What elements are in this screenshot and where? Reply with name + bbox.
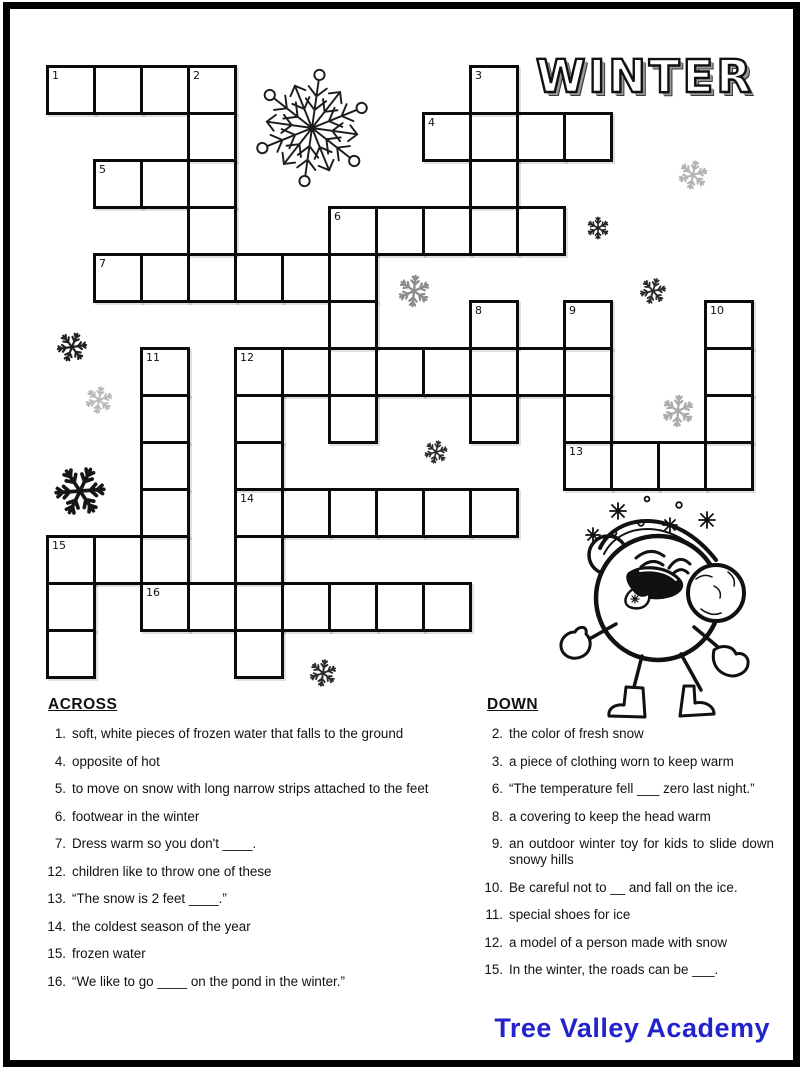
grid-number-14: 14: [240, 492, 254, 505]
grid-cell[interactable]: [140, 159, 190, 209]
grid-cell[interactable]: [46, 582, 96, 632]
clue-text: an outdoor winter toy for kids to slide down snowy hills: [509, 836, 774, 867]
snow-sparkle-icon: [586, 497, 715, 542]
grid-cell[interactable]: [140, 441, 190, 491]
snowflake-icon: [588, 217, 609, 238]
down-section: [484, 696, 774, 990]
grid-cell[interactable]: [704, 441, 754, 491]
snowflake-icon: [677, 159, 709, 192]
clue-number: 14.: [47, 918, 66, 934]
clue-across-13: [40, 891, 436, 907]
grid-number-6: 6: [334, 210, 341, 223]
snowflake-icon: [308, 658, 337, 687]
clue-text: soft, white pieces of frozen water that falls to the ground: [72, 726, 404, 741]
down-heading: DOWN: [487, 696, 539, 713]
snowflake-icon: [248, 62, 375, 194]
grid-cell[interactable]: [187, 582, 237, 632]
grid-cell[interactable]: [375, 206, 425, 256]
grid-cell[interactable]: [281, 347, 331, 397]
clue-across-15: [40, 946, 436, 962]
grid-cell[interactable]: [187, 159, 237, 209]
left-leg: [633, 656, 642, 691]
left-mitten-icon: [561, 627, 590, 658]
grid-cell[interactable]: [563, 394, 613, 444]
clue-text: Dress warm so you don't ____.: [72, 836, 257, 851]
clue-number: 3.: [491, 753, 503, 769]
grid-cell[interactable]: [140, 394, 190, 444]
open-laughing-mouth: [627, 567, 682, 598]
grid-cell[interactable]: [93, 65, 143, 115]
grid-cell[interactable]: [469, 488, 519, 538]
grid-number-8: 8: [475, 304, 482, 317]
grid-cell[interactable]: [328, 300, 378, 350]
clue-across-1: [40, 726, 436, 742]
grid-cell[interactable]: [140, 253, 190, 303]
grid-cell[interactable]: [422, 206, 472, 256]
clue-across-4: [40, 754, 436, 770]
grid-cell[interactable]: [328, 253, 378, 303]
snowflake-icon: [54, 329, 91, 366]
snowflake-icon: [398, 274, 431, 307]
grid-cell[interactable]: [234, 629, 284, 679]
grid-cell[interactable]: [328, 488, 378, 538]
down-clue-list: [484, 726, 774, 978]
clue-number: 12.: [47, 863, 66, 879]
clue-number: 8.: [491, 808, 503, 824]
snowflake-icon: [662, 395, 694, 427]
clue-text: opposite of hot: [72, 753, 160, 769]
tongue: [625, 589, 649, 608]
left-arm: [584, 624, 616, 642]
snowflake-icon: [84, 385, 113, 415]
grid-cell[interactable]: [422, 488, 472, 538]
snowball-character: [546, 494, 758, 726]
grid-number-3: 3: [475, 69, 482, 82]
right-earmuff-icon: [688, 565, 744, 621]
grid-cell[interactable]: [281, 253, 331, 303]
clue-text: special shoes for ice: [509, 907, 631, 922]
clue-across-14: [40, 919, 436, 935]
grid-cell[interactable]: [563, 112, 613, 162]
across-heading: ACROSS: [48, 696, 118, 713]
clue-number: 15.: [484, 962, 503, 977]
grid-number-10: 10: [710, 304, 724, 317]
grid-number-9: 9: [569, 304, 576, 317]
snowflake-icon: [48, 459, 111, 523]
clue-text: a covering to keep the head warm: [509, 808, 711, 824]
right-mitten-icon: [713, 647, 748, 676]
grid-number-13: 13: [569, 445, 583, 458]
clue-down-10: [484, 880, 774, 896]
grid-number-11: 11: [146, 351, 160, 364]
grid-cell[interactable]: [516, 112, 566, 162]
grid-cell[interactable]: [140, 488, 190, 538]
grid-cell[interactable]: [281, 488, 331, 538]
grid-cell[interactable]: [516, 206, 566, 256]
across-clue-list: [40, 726, 436, 990]
grid-cell[interactable]: [234, 441, 284, 491]
right-arm: [694, 627, 730, 657]
grid-cell[interactable]: [140, 65, 190, 115]
across-section: [40, 696, 436, 1001]
clue-number: 5.: [54, 781, 66, 796]
grid-cell[interactable]: [187, 112, 237, 162]
grid-cell[interactable]: [563, 347, 613, 397]
clue-across-6: [40, 809, 436, 825]
clue-number: 7.: [54, 836, 66, 851]
clue-text: a model of a person made with snow: [509, 934, 728, 950]
grid-cell[interactable]: [422, 347, 472, 397]
clue-down-6: [484, 781, 774, 797]
worksheet-title: WINTER: [535, 50, 754, 103]
grid-cell[interactable]: [704, 394, 754, 444]
grid-cell[interactable]: [469, 206, 519, 256]
clue-text: Be careful not to __ and fall on the ice.: [509, 879, 738, 895]
clue-down-8: [484, 809, 774, 825]
grid-cell[interactable]: [234, 535, 284, 585]
grid-cell[interactable]: [140, 535, 190, 585]
right-leg: [681, 654, 701, 690]
grid-number-5: 5: [99, 163, 106, 176]
clue-number: 12.: [484, 934, 503, 950]
clue-number: 11.: [485, 907, 503, 922]
clue-text: frozen water: [72, 946, 146, 961]
grid-number-12: 12: [240, 351, 254, 364]
grid-cell[interactable]: [610, 441, 660, 491]
grid-cell[interactable]: [328, 582, 378, 632]
clue-down-9: [484, 836, 774, 868]
grid-cell[interactable]: [328, 347, 378, 397]
clue-number: 16.: [47, 973, 66, 989]
grid-cell[interactable]: [234, 582, 284, 632]
grid-number-2: 2: [193, 69, 200, 82]
grid-cell[interactable]: [375, 582, 425, 632]
clue-number: 10.: [484, 879, 503, 895]
grid-cell[interactable]: [469, 394, 519, 444]
clue-down-2: [484, 726, 774, 742]
clue-text: children like to throw one of these: [72, 863, 272, 879]
clue-across-5: [40, 781, 436, 797]
grid-cell[interactable]: [704, 347, 754, 397]
clue-text: “The snow is 2 feet ____.”: [72, 891, 227, 906]
clue-number: 4.: [54, 753, 66, 769]
grid-cell[interactable]: [469, 347, 519, 397]
grid-cell[interactable]: [281, 582, 331, 632]
snowflake-icon: [423, 439, 449, 466]
grid-cell[interactable]: [93, 535, 143, 585]
clue-across-7: [40, 836, 436, 852]
clue-number: 9.: [491, 836, 503, 851]
clue-number: 15.: [47, 946, 66, 961]
clue-text: the color of fresh snow: [509, 726, 644, 741]
clue-number: 6.: [54, 808, 66, 824]
grid-number-16: 16: [146, 586, 160, 599]
grid-number-15: 15: [52, 539, 66, 552]
grid-cell[interactable]: [469, 112, 519, 162]
brand-footer: Tree Valley Academy: [494, 1013, 770, 1043]
left-earmuff-icon: [589, 536, 627, 574]
grid-cell[interactable]: [187, 206, 237, 256]
clue-across-12: [40, 864, 436, 880]
grid-cell[interactable]: [469, 159, 519, 209]
clue-down-11: [484, 907, 774, 923]
clue-text: In the winter, the roads can be ___.: [509, 962, 719, 977]
snowflake-on-tongue-icon: [631, 595, 639, 603]
grid-cell[interactable]: [516, 347, 566, 397]
clue-number: 1.: [54, 726, 66, 741]
grid-cell[interactable]: [375, 347, 425, 397]
clue-number: 6.: [491, 781, 503, 796]
clue-number: 13.: [47, 891, 66, 906]
grid-cell[interactable]: [187, 253, 237, 303]
earmuff-band-icon: [600, 521, 716, 560]
clue-text: a piece of clothing worn to keep warm: [509, 753, 734, 769]
happy-closed-eyes: [636, 551, 690, 576]
grid-cell[interactable]: [234, 253, 284, 303]
clue-down-15: [484, 962, 774, 978]
clue-down-3: [484, 754, 774, 770]
grid-number-1: 1: [52, 69, 59, 82]
grid-number-7: 7: [99, 257, 106, 270]
grid-number-4: 4: [428, 116, 435, 129]
clue-text: “We like to go ____ on the pond in the winter.”: [72, 973, 345, 989]
clue-text: the coldest season of the year: [72, 918, 251, 934]
grid-cell[interactable]: [422, 582, 472, 632]
snowball-head: [596, 536, 720, 660]
grid-cell[interactable]: [46, 629, 96, 679]
clue-text: footwear in the winter: [72, 808, 200, 824]
clue-text: “The temperature fell ___ zero last night.”: [509, 781, 755, 796]
clue-number: 2.: [491, 726, 503, 741]
grid-cell[interactable]: [375, 488, 425, 538]
grid-cell[interactable]: [234, 394, 284, 444]
grid-cell[interactable]: [657, 441, 707, 491]
grid-cell[interactable]: [328, 394, 378, 444]
clue-text: to move on snow with long narrow strips attached to the feet: [72, 781, 429, 796]
clue-across-16: [40, 974, 436, 990]
clue-down-12: [484, 935, 774, 951]
snowflake-icon: [638, 275, 669, 306]
